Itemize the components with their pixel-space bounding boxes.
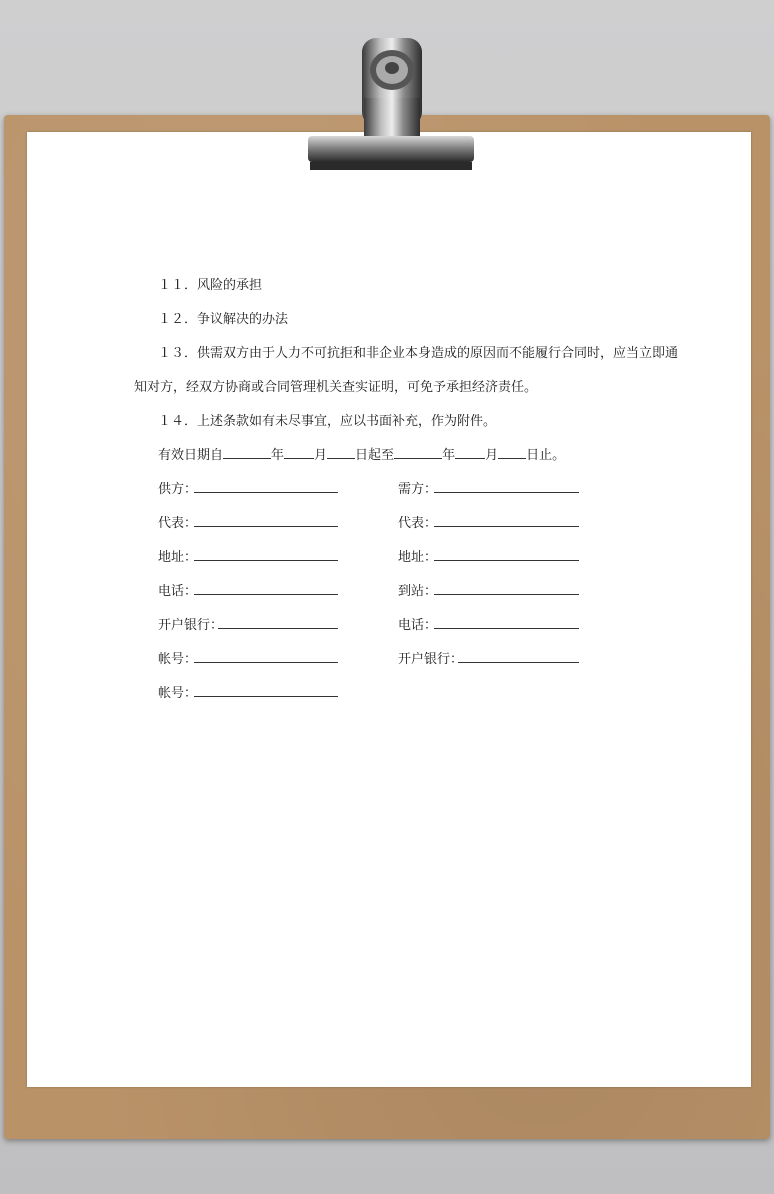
supplier-rep-field[interactable]: [194, 526, 338, 527]
buyer-rep-label: 代表：: [398, 516, 438, 531]
supplier-rep-label: 代表：: [158, 516, 198, 531]
buyer-bank-label: 开户银行：: [398, 652, 464, 667]
validity-year2: 年: [442, 448, 456, 463]
supplier-field[interactable]: [194, 492, 338, 493]
blank-day-from[interactable]: [327, 446, 355, 459]
supplier-bank-label: 开户银行：: [158, 618, 224, 633]
buyer-address-label: 地址：: [398, 550, 438, 565]
buyer-address-field[interactable]: [434, 560, 579, 561]
buyer-station-label: 到站：: [398, 584, 438, 599]
document-page: [27, 132, 751, 1087]
blank-day-to[interactable]: [498, 446, 526, 459]
binder-clip-icon: [300, 28, 480, 178]
validity-day-to: 日止。: [526, 448, 566, 463]
validity-day-from: 日起至: [355, 448, 395, 463]
validity-month1: 月: [314, 448, 328, 463]
buyer-station-field[interactable]: [434, 594, 579, 595]
clause-13: １３．供需双方由于人力不可抗拒和非企业本身造成的原因而不能履行合同时，应当立即通: [158, 346, 679, 361]
blank-year-to[interactable]: [394, 446, 442, 459]
validity-line: [158, 444, 565, 463]
validity-month2: 月: [485, 448, 499, 463]
blank-year-from[interactable]: [223, 446, 271, 459]
clause-12: １２．争议解决的办法: [158, 312, 289, 327]
blank-month-to[interactable]: [455, 446, 485, 459]
buyer-phone-label: 电话：: [398, 618, 438, 633]
buyer-bank-field[interactable]: [458, 662, 579, 663]
buyer-label: 需方：: [398, 482, 438, 497]
supplier-address-field[interactable]: [194, 560, 338, 561]
blank-month-from[interactable]: [284, 446, 314, 459]
supplier-bank-field[interactable]: [218, 628, 338, 629]
supplier-account2-label: 帐号：: [158, 686, 198, 701]
buyer-phone-field[interactable]: [434, 628, 579, 629]
validity-prefix: 有效日期自: [158, 448, 224, 463]
supplier-label: 供方：: [158, 482, 198, 497]
clause-13-cont: 知对方，经双方协商或合同管理机关查实证明，可免予承担经济责任。: [134, 380, 538, 395]
clause-14: １４．上述条款如有未尽事宜，应以书面补充，作为附件。: [158, 414, 497, 429]
supplier-account2-field[interactable]: [194, 696, 338, 697]
supplier-account-field[interactable]: [194, 662, 338, 663]
validity-year1: 年: [271, 448, 285, 463]
supplier-account-label: 帐号：: [158, 652, 198, 667]
supplier-phone-field[interactable]: [194, 594, 338, 595]
supplier-phone-label: 电话：: [158, 584, 198, 599]
supplier-address-label: 地址：: [158, 550, 198, 565]
buyer-rep-field[interactable]: [434, 526, 579, 527]
clause-11: １１．风险的承担: [158, 278, 263, 293]
buyer-field[interactable]: [434, 492, 579, 493]
